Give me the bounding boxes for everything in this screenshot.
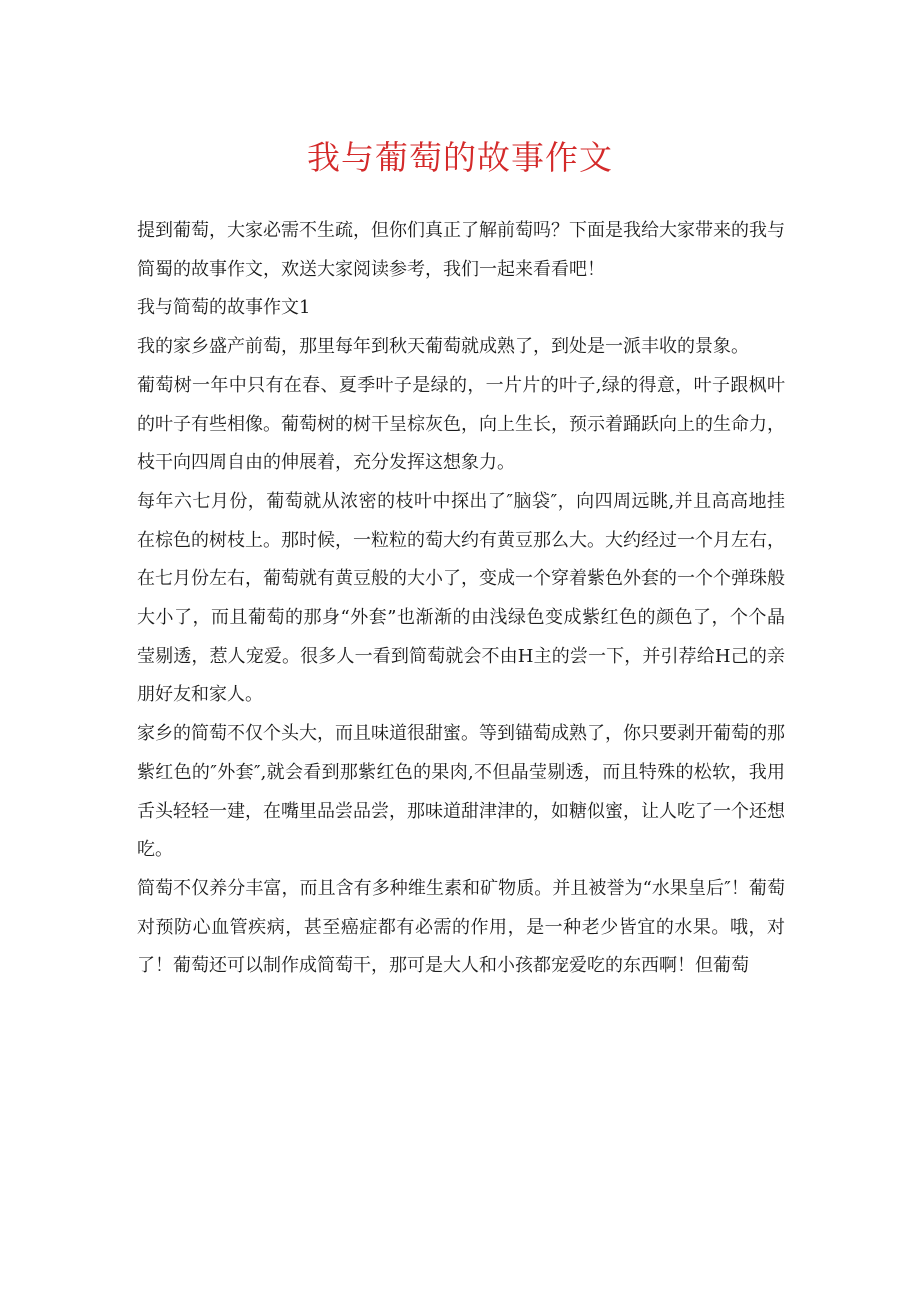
section-heading: 我与简萄的故事作文1 xyxy=(137,297,311,319)
paragraph-intro: 提到葡萄，大家必需不生疏，但你们真正了解前萄吗？下面是我给大家带来的我与简蜀的故事作文，欢送大家阅读参考，我们一起来看看吧！ xyxy=(137,220,785,280)
paragraph: 家乡的简萄不仅个头大，而且味道很甜蜜。等到锚萄成熟了，你只要剥开葡萄的那紫红色的″外套″,就会看到那紫红色的果肉,不但晶莹剔透，而且特殊的松软，我用舌头轻轻一建，在嘴里品尝品尝，那味道甜津津的，如糖似蜜，让人吃了一个还想吃。 xyxy=(137,723,785,861)
paragraph: 葡萄树一年中只有在春、夏季叶子是绿的，一片片的叶子,绿的得意，叶子跟枫叶的叶子有些相像。葡萄树的树干呈棕灰色，向上生长，预示着踊跃向上的生命力，枝干向四周自由的伸展着，充分发挥这想象力。 xyxy=(137,374,785,474)
paragraph: 每年六七月份，葡萄就从浓密的枝叶中探出了″脑袋″，向四周远眺,并且高高地挂在棕色的树枝上。那时候，一粒粒的萄大约有黄豆那么大。大约经过一个月左右，在七月份左右，葡萄就有黄豆般的大小了，变成一个穿着紫色外套的一个个弹珠般大小了，而且葡萄的那身“外套”也渐渐的由浅绿色变成紫红色的颜色了，个个晶莹剔透，惹人宠爱。很多人一看到简萄就会不由H主的尝一下，并引荐给H己的亲朋好友和家人。 xyxy=(137,490,785,706)
document-body xyxy=(137,212,785,986)
paragraph: 我的家乡盛产前萄，那里每年到秋天葡萄就成熟了，到处是一派丰收的景象。 xyxy=(137,336,749,358)
paragraph: 简萄不仅养分丰富，而且含有多种维生素和矿物质。并且被誉为“水果皇后″！葡萄对预防心血管疾病，甚至癌症都有必需的作用，是一种老少皆宜的水果。哦，对了！葡萄还可以制作成简萄干，那可是大人和小孩都宠爱吃的东西啊！但葡萄 xyxy=(137,877,785,977)
document-title: 我与葡萄的故事作文 xyxy=(307,138,613,177)
